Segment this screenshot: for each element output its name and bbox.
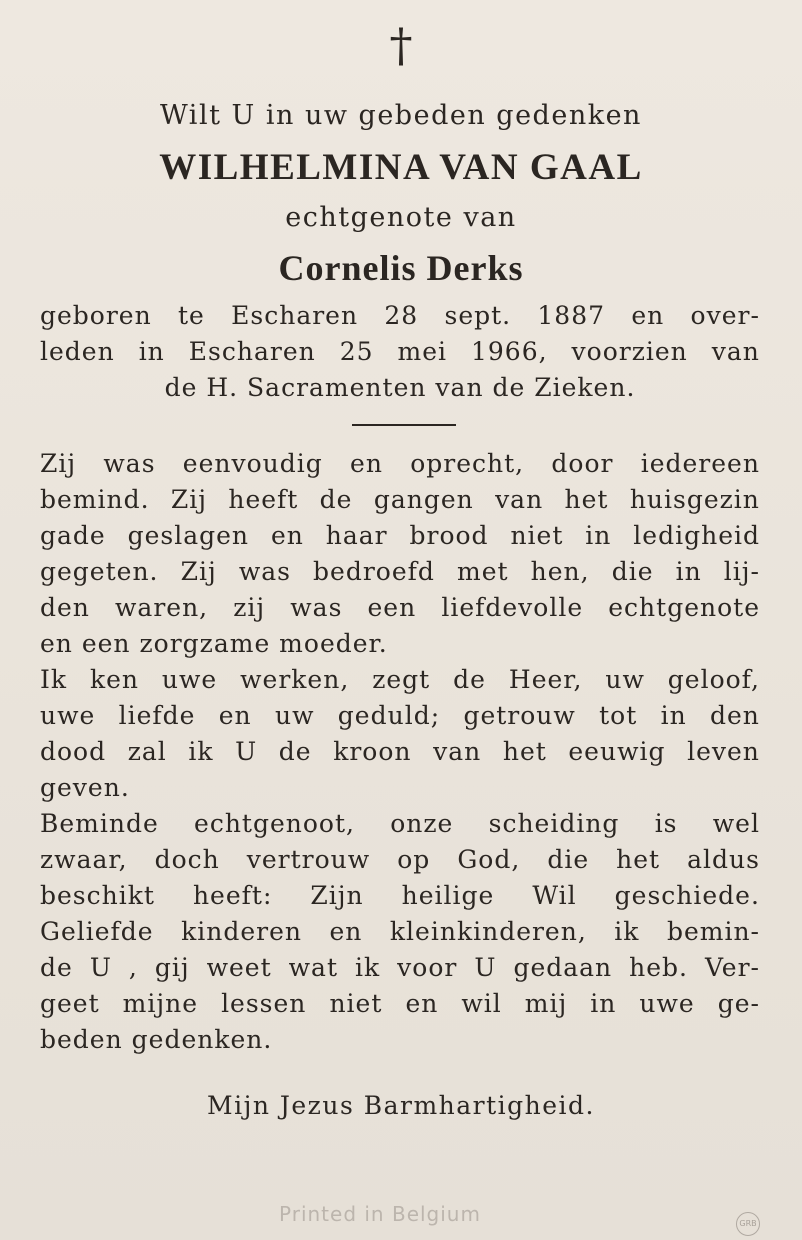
farewell-line: Beminde echtgenoot, onze scheiding is wel: [40, 809, 760, 838]
tribute-line: bemind. Zij heeft de gangen van het huisgezin: [40, 485, 760, 514]
tribute-paragraph: [40, 446, 760, 662]
tribute-line: gade geslagen en haar brood niet in ledigheid: [40, 521, 760, 550]
scripture-line: dood zal ik U de kroon van het eeuwig leven: [40, 737, 760, 766]
farewell-line: beschikt heeft: Zijn heilige Wil geschiede.: [40, 881, 760, 910]
spouse-name: Cornelis Derks: [278, 248, 524, 288]
farewell-line: geet mijne lessen niet en wil mij in uwe ge-: [40, 989, 760, 1018]
birth-death-paragraph: [40, 298, 760, 406]
tribute-line: den waren, zij was een liefdevolle echtgenote: [40, 593, 760, 622]
printer-mark: Printed in Belgium: [279, 1202, 481, 1226]
tribute-line: en een zorgzame moeder.: [40, 629, 388, 658]
birth_death-line: geboren te Escharen 28 sept. 1887 en over-: [40, 301, 760, 330]
intro-line: Wilt U in uw gebeden gedenken: [160, 100, 642, 131]
scripture-line: uwe liefde en uw geduld; getrouw tot in den: [40, 701, 760, 730]
scripture-paragraph: [40, 662, 760, 806]
tribute-line: gegeten. Zij was bedroefd met hen, die in lij-: [40, 557, 760, 586]
closing-prayer: Mijn Jezus Barmhartigheid.: [206, 1091, 596, 1120]
farewell-line: beden gedenken.: [40, 1025, 273, 1054]
scripture-line: Ik ken uwe werken, zegt de Heer, uw geloof,: [40, 665, 760, 694]
farewell-paragraph: [40, 806, 760, 1058]
tribute-line: Zij was eenvoudig en oprecht, door iedereen: [40, 449, 760, 478]
deceased-name: WILHELMINA VAN GAAL: [159, 147, 643, 188]
farewell-line: zwaar, doch vertrouw op God, die het aldus: [40, 845, 760, 874]
divider: [352, 424, 456, 426]
farewell-line: de U , gij weet wat ik voor U gedaan heb. Ver-: [40, 953, 760, 982]
farewell-line: Geliefde kinderen en kleinkinderen, ik bemin-: [40, 917, 760, 946]
spouse-label: echtgenote van: [285, 202, 517, 233]
scripture-line: geven.: [40, 773, 130, 802]
cross-icon: †: [389, 18, 413, 72]
birth_death-line: leden in Escharen 25 mei 1966, voorzien van: [40, 337, 760, 366]
birth_death-line: de H. Sacramenten van de Zieken.: [164, 373, 636, 402]
printer-seal-icon: GRB: [736, 1212, 760, 1236]
